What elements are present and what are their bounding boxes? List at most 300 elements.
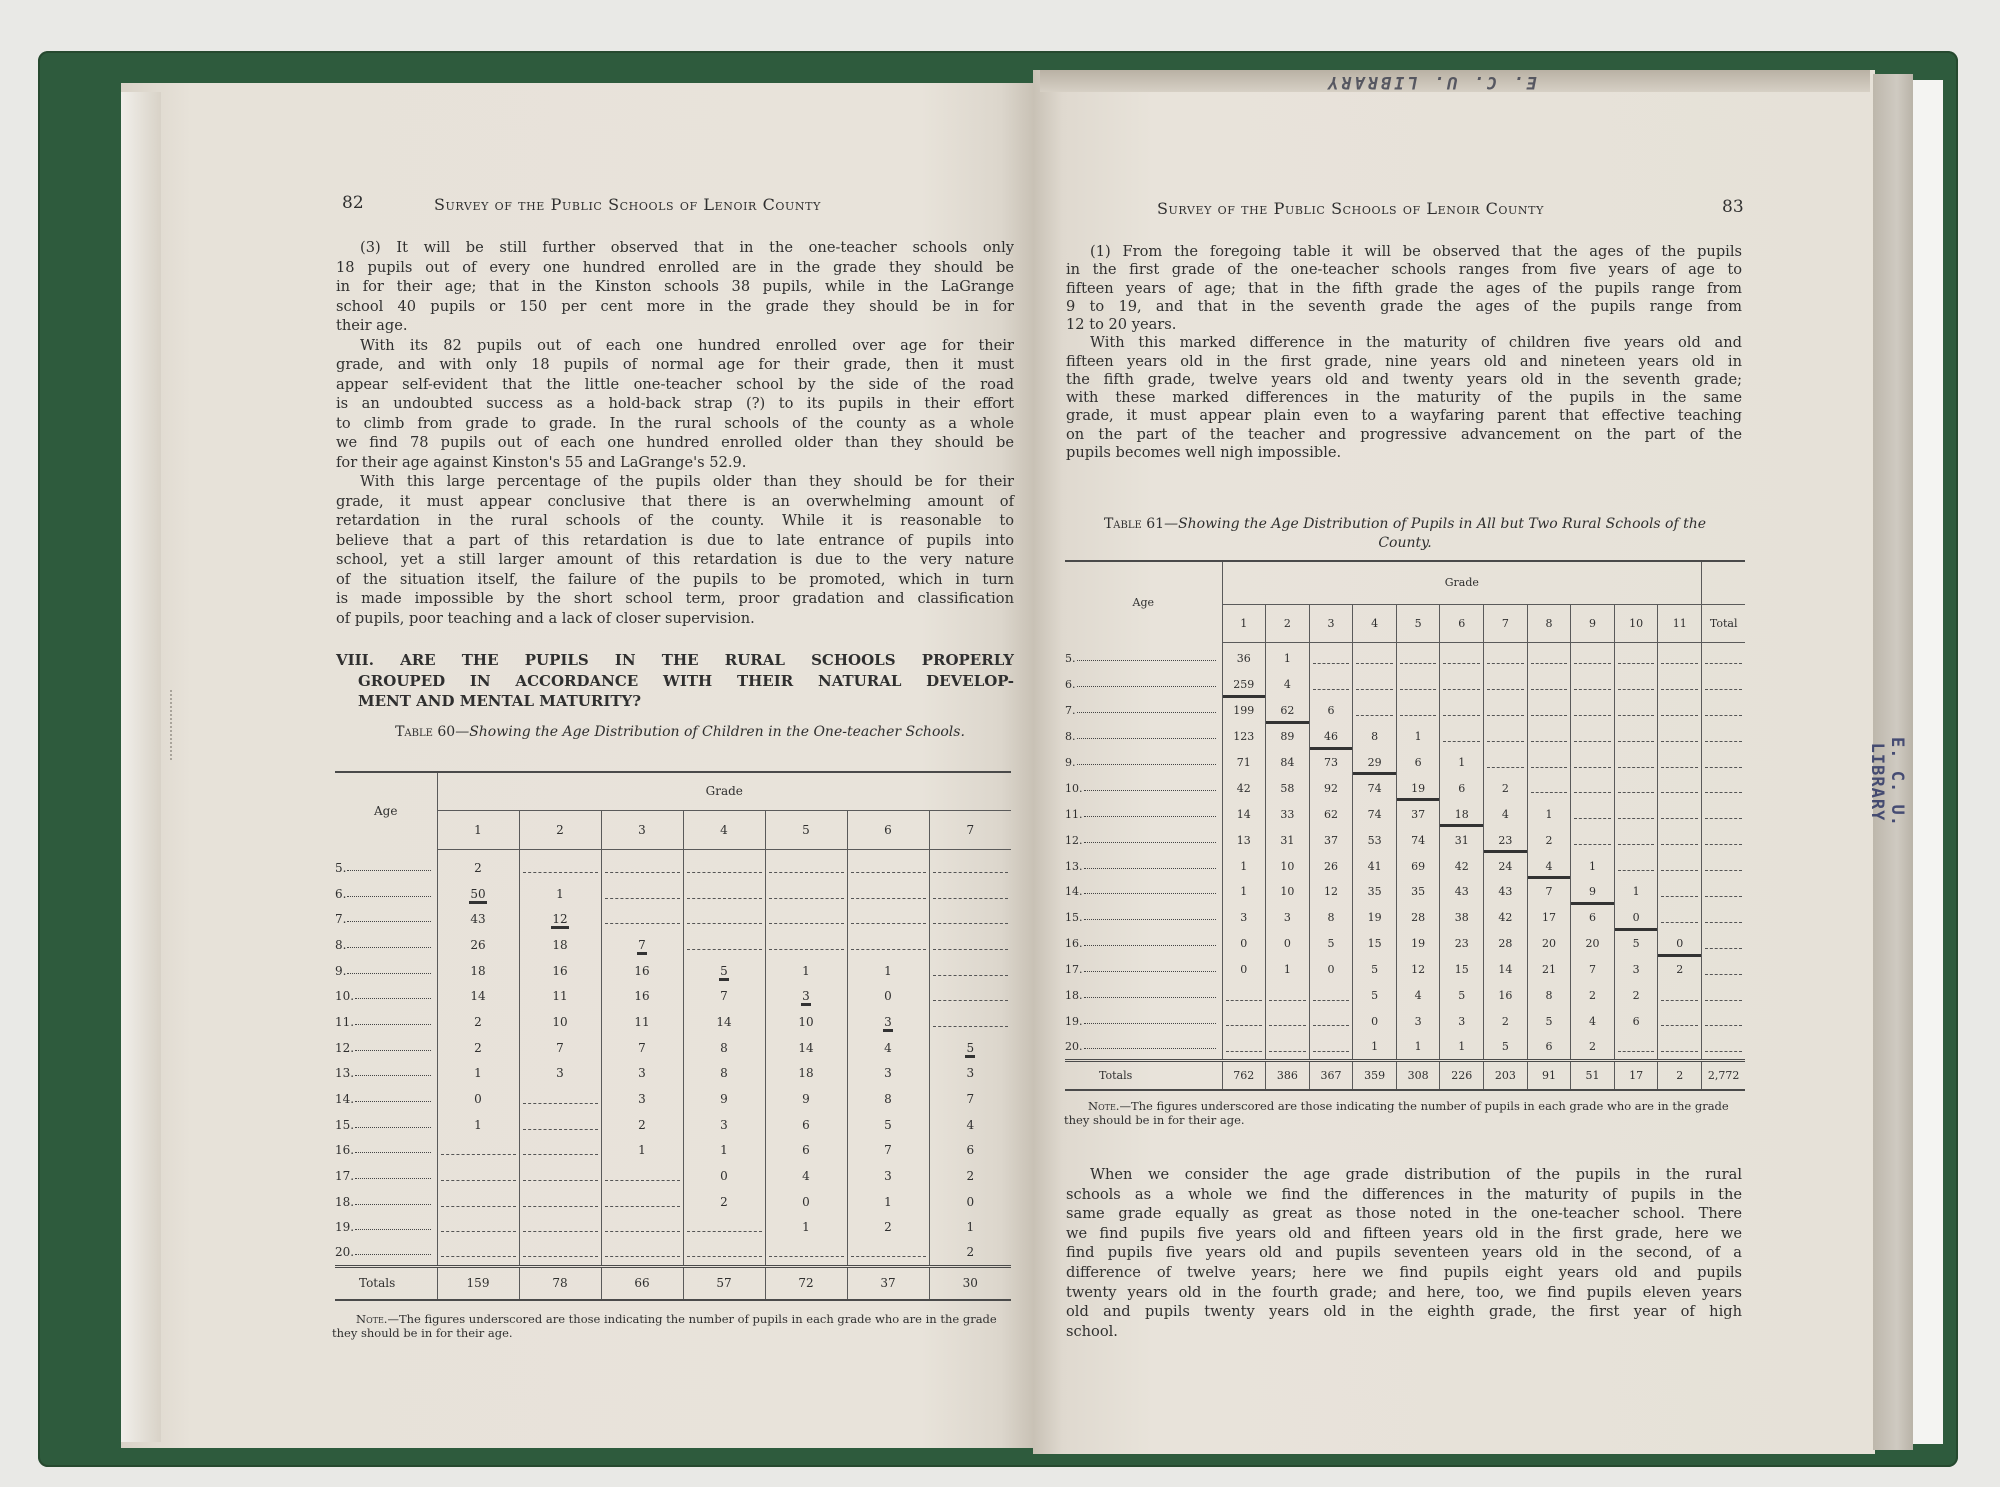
data-cell [1658,853,1702,879]
dash-leader [1531,680,1568,690]
cell-value: 0 [1240,937,1248,951]
dash-leader [1487,758,1524,768]
dash-leader [1531,758,1568,768]
data-cell [1396,801,1440,827]
total-value: 72 [765,1266,847,1300]
text-line: in for their age; that in the Kinston schools 38 pupils, while in the LaGrange [336,278,1014,295]
table-60-label: Table 60 [395,724,456,740]
dot-leader [1084,919,1216,920]
dash-leader [441,1145,516,1155]
data-cell [1571,801,1615,827]
data-cell [847,1009,929,1035]
age-label-dot: . [1079,807,1083,821]
dash-leader [687,1247,762,1257]
data-cell [1353,931,1397,957]
dash-leader [1531,783,1568,793]
dash-leader [1661,758,1698,768]
cell-value: 16 [552,963,568,978]
data-cell [1396,775,1440,801]
data-cell [929,1009,1011,1035]
data-cell [1571,879,1615,905]
data-cell [765,855,847,881]
dash-leader [441,1197,516,1207]
data-cell [1571,957,1615,983]
data-cell [683,932,765,958]
dot-leader [347,921,430,922]
dash-leader [1313,654,1350,664]
section-heading [336,650,1014,712]
data-cell [1353,646,1397,672]
age-label-dot: . [342,860,347,875]
cell-value: 1 [1240,859,1248,873]
dash-leader [769,863,844,873]
age-cell [1065,750,1222,776]
dash-leader [1531,706,1568,716]
dot-leader [1084,945,1216,946]
cell-value: 2 [474,1040,482,1055]
data-cell [601,1215,683,1241]
age-cell [335,1061,437,1087]
data-cell [683,855,765,881]
data-cell [1614,724,1658,750]
data-cell [1222,646,1266,672]
cell-value: 7 [966,1092,975,1107]
cell-value: 3 [1632,963,1640,977]
dash-leader [605,889,680,899]
data-cell [1658,931,1702,957]
cell-value: 73 [1323,756,1338,769]
age-label-dot: . [1079,989,1083,1003]
data-cell [1702,672,1746,698]
dash-leader [1618,861,1655,871]
dash-leader [441,1247,516,1257]
total-value: 78 [519,1266,601,1300]
data-cell [1266,801,1310,827]
cell-value: 0 [884,989,892,1004]
data-cell [519,1112,601,1138]
text-line: is made impossible by the short school term, proor gradation and classification [336,590,1014,607]
data-cell [601,983,683,1009]
dot-leader [1077,712,1216,713]
cell-value: 35 [1411,885,1426,899]
data-cell [929,932,1011,958]
dash-leader [933,914,1009,924]
dash-leader [933,966,1009,976]
data-cell [929,855,1011,881]
data-cell [601,958,683,984]
table-row [335,1009,1011,1035]
text-line: grade, it must appear conclusive that there is an overwhelming amount of [336,492,1014,510]
total-value: 308 [1396,1060,1440,1090]
column-header: 4 [683,810,765,849]
data-cell [1440,853,1484,879]
column-header: 8 [1527,604,1571,642]
dot-leader [355,1254,430,1255]
data-cell [1614,750,1658,776]
data-cell [1484,983,1528,1009]
dash-leader [1705,706,1742,716]
dash-leader [851,914,926,924]
data-cell [1484,750,1528,776]
data-cell [1309,957,1353,983]
table-row [335,1112,1011,1138]
data-cell [1614,905,1658,931]
cell-value: 6 [1327,704,1335,718]
age-cell [1065,827,1222,853]
data-cell [1658,905,1702,931]
table-61-title: —Showing the Age Distribution of Pupils in All but Two Rural Schools of the County. [1164,516,1707,551]
cell-value: 7 [1589,963,1597,977]
data-cell [1484,827,1528,853]
age-label-dot: . [350,1143,355,1158]
dash-leader [1400,706,1437,716]
cell-value: 21 [1541,963,1556,977]
data-cell [1614,853,1658,879]
data-cell [929,881,1011,907]
total-value: 17 [1614,1060,1658,1090]
column-header: 2 [1266,604,1310,642]
cell-value: 2 [1545,833,1553,847]
cell-value: 2 [966,1169,975,1184]
data-cell [1527,672,1571,698]
table-61-label: Table 61 [1103,516,1165,532]
cell-value: 18 [798,1066,814,1081]
age-cell [335,855,437,881]
total-value: 359 [1353,1060,1397,1090]
cell-value: 14 [1236,807,1251,821]
data-cell [847,1035,929,1061]
data-cell [1571,775,1615,801]
dash-leader [687,863,762,873]
cell-value: 6 [966,1143,975,1158]
cell-value: 71 [1236,756,1251,769]
age-label-dot: . [1079,781,1083,795]
cell-value: 3 [1283,911,1291,925]
cell-value: 84 [1280,756,1295,769]
data-cell [1222,724,1266,750]
data-cell [1309,983,1353,1009]
data-cell [1440,801,1484,827]
underscored-value: 62 [1280,704,1295,718]
text-line: VIII. ARE THE PUPILS IN THE RURAL SCHOOLS PROPERLY [336,651,1014,669]
cell-value: 16 [634,989,650,1004]
text-line: we find 78 pupils out of each one hundred enrolled older than they should be [336,434,1014,451]
data-cell [1353,1008,1397,1034]
data-cell [683,983,765,1009]
cell-value: 6 [1545,1040,1553,1054]
data-cell [437,1138,519,1164]
data-cell [1396,957,1440,983]
cell-value: 69 [1411,859,1426,873]
data-cell [1702,750,1746,776]
dot-leader [1084,971,1216,972]
underscored-value: 19 [1411,781,1426,795]
dash-leader [1705,861,1742,871]
data-cell [1266,672,1310,698]
cell-value: 2 [474,1014,482,1029]
age-value: 8 [335,937,343,952]
data-cell [1614,801,1658,827]
text-line: for their age against Kinston's 55 and LaGrange's 52.9. [336,453,747,471]
dash-leader [1705,654,1742,664]
data-cell [1396,879,1440,905]
age-label-dot: . [350,1194,355,1209]
data-cell [1353,724,1397,750]
column-header: 6 [847,810,929,849]
dash-leader [1661,1042,1698,1052]
dash-leader [1705,965,1742,975]
data-cell [1266,827,1310,853]
age-label-dot: . [342,912,347,927]
dash-leader [933,940,1009,950]
dot-leader [347,973,430,974]
cell-value: 15 [1454,963,1469,977]
table-row [1065,983,1745,1009]
table-row [335,1035,1011,1061]
age-cell [335,1240,437,1266]
cell-value: 1 [1371,1040,1379,1054]
data-cell [519,1240,601,1266]
age-label-dot: . [1079,1040,1083,1054]
data-cell [1353,672,1397,698]
data-cell [1309,750,1353,776]
underscored-value: 3 [801,989,811,1006]
data-cell [1440,724,1484,750]
data-cell [1309,1008,1353,1034]
table-row [1065,1008,1745,1034]
cell-value: 6 [1632,1014,1640,1028]
data-cell [437,881,519,907]
cell-value: 5 [884,1117,892,1132]
underscored-value: 50 [469,887,486,904]
age-value: 6 [1065,678,1072,692]
dash-leader [1226,991,1263,1001]
data-cell [1527,1034,1571,1060]
table-row [1065,905,1745,931]
data-cell [601,1086,683,1112]
data-cell [1396,905,1440,931]
dash-leader [1705,732,1742,742]
dash-leader [1661,706,1698,716]
data-cell [1484,672,1528,698]
dot-leader [355,1050,430,1051]
data-cell [929,1189,1011,1215]
dash-leader [851,940,926,950]
data-cell [601,881,683,907]
dash-leader [1618,809,1655,819]
data-cell [1658,879,1702,905]
data-cell [1222,775,1266,801]
data-cell [1527,775,1571,801]
data-cell [1222,931,1266,957]
age-label-dot: . [350,1040,355,1055]
data-cell [519,1189,601,1215]
text-line: on the part of the teacher and progressive advancement on the part of the [1066,425,1742,443]
cell-value: 1 [1632,885,1640,899]
data-cell [847,1215,929,1241]
dot-leader [355,1204,430,1205]
endpaper-edge [1913,80,1943,1444]
library-stamp-edge: E. C. U. LIBRARY [1867,737,1907,827]
cell-value: 4 [1283,678,1291,692]
totals-label: Totals [335,1266,437,1300]
data-cell [1702,775,1746,801]
data-cell [929,1138,1011,1164]
cell-value: 23 [1454,937,1469,951]
data-cell [1484,724,1528,750]
header-spacer [1702,561,1746,604]
data-cell [1702,1034,1746,1060]
data-cell [519,1086,601,1112]
data-cell [1527,931,1571,957]
dash-leader [1313,1016,1350,1026]
underscored-value: 0 [1632,911,1640,925]
dash-leader [1574,680,1611,690]
data-cell [1222,1008,1266,1034]
data-cell [1266,750,1310,776]
underscored-value: 4 [1545,859,1553,873]
cell-value: 92 [1323,781,1338,795]
cell-value: 1 [1458,756,1466,769]
underscored-value: 18 [1454,807,1469,821]
dot-leader [1084,893,1216,894]
cell-value: 2 [1676,963,1684,977]
table-row [1065,775,1745,801]
column-header: 5 [765,810,847,849]
data-cell [1353,853,1397,879]
cell-value: 4 [802,1169,810,1184]
data-cell [1571,724,1615,750]
data-cell [1440,672,1484,698]
table-61-note-text: —The figures underscored are those indicating the number of pupils in each grade who are in the grade they should be in for their age. [1064,1099,1729,1127]
age-value: 17 [1065,963,1079,977]
underscored-value: 3 [883,1015,893,1032]
cell-value: 19 [1411,937,1426,951]
cell-value: 3 [1414,1014,1422,1028]
cell-value: 8 [884,1092,892,1107]
dot-leader [1077,660,1216,661]
data-cell [1658,1034,1702,1060]
dash-leader [1574,732,1611,742]
data-cell [847,1138,929,1164]
cell-value: 4 [966,1117,975,1132]
cell-value: 4 [1414,989,1422,1003]
cell-value: 12 [1323,885,1338,899]
data-cell [1353,801,1397,827]
data-cell [1484,1008,1528,1034]
table-row [335,1163,1011,1189]
table-61 [1065,560,1745,1091]
data-cell [1440,957,1484,983]
cell-value: 5 [1371,963,1379,977]
text-line: twenty years old in the fourth grade; and here, too, we find pupils eleven years [1066,1283,1742,1301]
running-title-left: Survey of the Public Schools of Lenoir County [434,195,821,214]
age-value: 5 [1065,652,1072,666]
cell-value: 28 [1498,937,1513,951]
data-cell [1309,801,1353,827]
age-value: 6 [335,886,343,901]
cell-value: 89 [1280,730,1295,744]
data-cell [683,1189,765,1215]
data-cell [1658,775,1702,801]
data-cell [1309,698,1353,724]
dash-leader [1574,706,1611,716]
data-cell [1396,853,1440,879]
dot-leader [1084,1048,1216,1049]
data-cell [1396,1008,1440,1034]
data-cell [1702,853,1746,879]
total-value: 762 [1222,1060,1266,1090]
table-row [335,983,1011,1009]
paragraph [336,336,1014,473]
column-header: 1 [1222,604,1266,642]
cell-value: 18 [552,937,568,952]
age-value: 12 [335,1040,351,1055]
dash-leader [1705,809,1742,819]
dash-leader [605,863,680,873]
data-cell [1440,775,1484,801]
text-line: With this marked difference in the maturity of children five years old and [1090,334,1742,352]
data-cell [437,1112,519,1138]
underscored-value: 0 [1676,937,1684,951]
dash-leader [1618,1042,1655,1052]
dash-leader [933,863,1009,873]
data-cell [1484,646,1528,672]
cell-value: 2 [966,1245,975,1260]
data-cell [1571,853,1615,879]
data-cell [1571,983,1615,1009]
cell-value: 18 [470,963,486,978]
dot-leader [355,1229,430,1230]
text-line: their age. [336,317,408,334]
age-value: 19 [1065,1014,1079,1028]
dash-leader [769,1247,844,1257]
cell-value: 1 [1414,730,1422,744]
data-cell [437,855,519,881]
cell-value: 3 [884,1066,892,1081]
data-cell [601,1138,683,1164]
data-cell [1484,801,1528,827]
data-cell [1309,905,1353,931]
data-cell [765,1112,847,1138]
cell-value: 42 [1236,781,1251,795]
data-cell [1353,957,1397,983]
data-cell [1309,775,1353,801]
text-line: believe that a part of this retardation is due to late entrance of pupils into [336,531,1014,549]
cell-value: 16 [634,963,650,978]
data-cell [1440,698,1484,724]
dash-leader [1618,783,1655,793]
underscored-value: 46 [1323,730,1338,744]
dash-leader [1618,732,1655,742]
dash-leader [1661,680,1698,690]
age-cell [1065,1034,1222,1060]
cell-value: 2 [1501,1014,1509,1028]
total-value: 367 [1309,1060,1353,1090]
cell-value: 1 [966,1220,975,1235]
data-cell [1222,801,1266,827]
cell-value: 37 [1411,807,1426,821]
age-cell [1065,957,1222,983]
data-cell [1222,853,1266,879]
dash-leader [1487,732,1524,742]
data-cell [1702,698,1746,724]
cell-value: 3 [1458,1014,1466,1028]
data-cell [1658,983,1702,1009]
data-cell [1702,724,1746,750]
data-cell [1353,750,1397,776]
data-cell [847,1086,929,1112]
